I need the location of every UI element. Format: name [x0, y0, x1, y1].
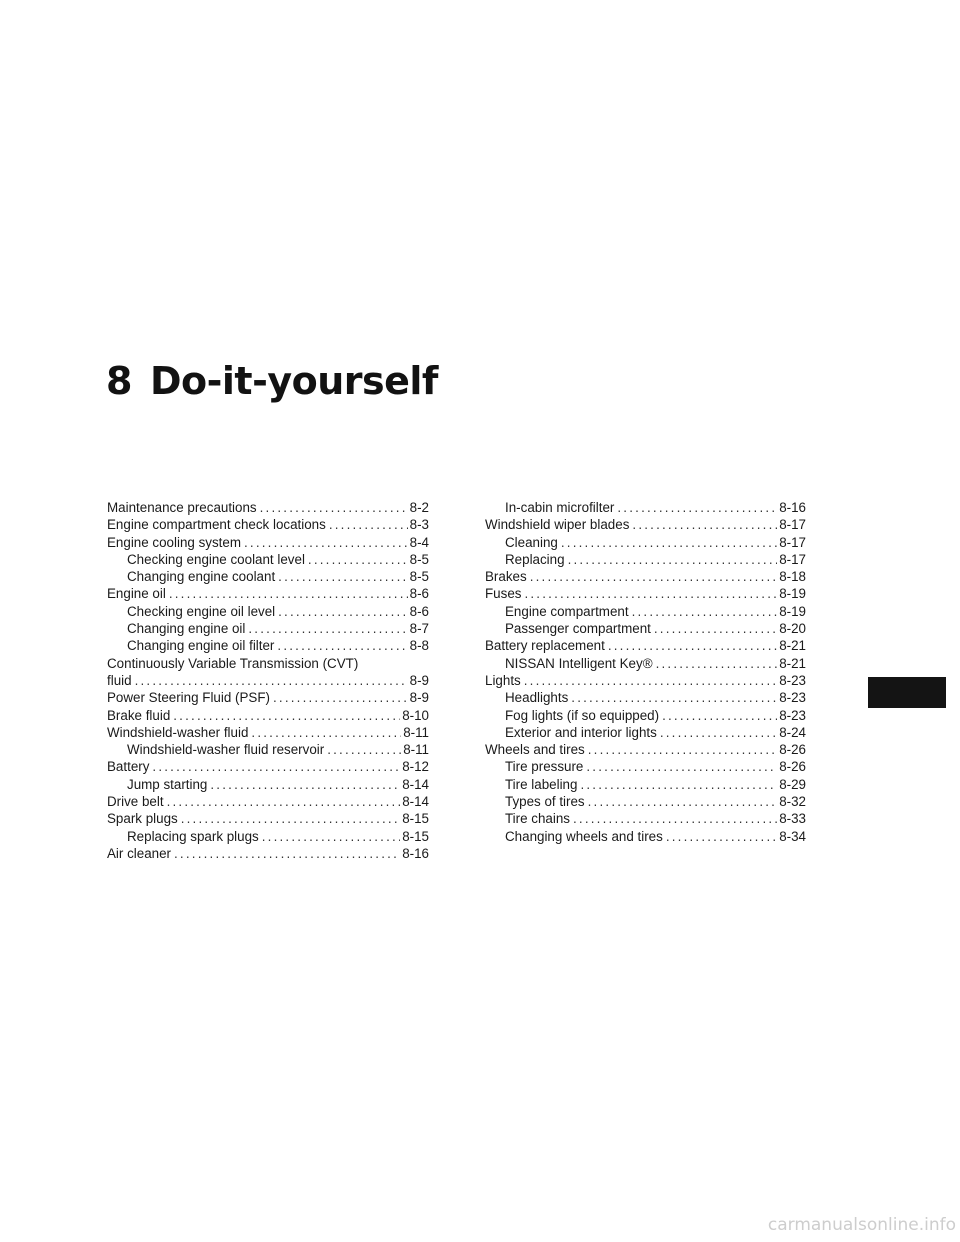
- toc-entry-page: 8-23: [779, 672, 806, 688]
- toc-entry-drive-belt[interactable]: [107, 793, 429, 810]
- toc-entry-page: 8-3: [409, 517, 429, 533]
- toc-entry-label: Checking engine coolant level: [127, 551, 305, 567]
- toc-entry-page: 8-9: [409, 672, 429, 688]
- toc-entry-label: Changing wheels and tires: [505, 828, 663, 844]
- dot-leader: [530, 568, 778, 585]
- toc-entry-page: 8-17: [779, 517, 806, 533]
- toc-entry-label: Exterior and interior lights: [505, 724, 657, 740]
- toc-entry-engine-compartment-check-locations[interactable]: [107, 516, 429, 533]
- chapter-name: Do-it-yourself: [149, 359, 438, 403]
- dot-leader: [248, 620, 407, 637]
- toc-entry-label: Engine compartment: [505, 603, 629, 619]
- toc-entry-in-cabin-microfilter[interactable]: [485, 499, 806, 516]
- toc-entry-label: Battery: [107, 759, 150, 775]
- toc-entry-page: 8-19: [779, 603, 806, 619]
- toc-entry-page: 8-6: [409, 603, 429, 619]
- toc-entry-passenger-compartment[interactable]: [485, 620, 806, 637]
- toc-entry-label: Changing engine coolant: [127, 569, 276, 585]
- toc-entry-page: 8-16: [779, 500, 806, 515]
- toc-entry-jump-starting[interactable]: [107, 776, 429, 793]
- toc-entry-label: Drive belt: [107, 794, 164, 810]
- toc-entry-label: Cleaning: [505, 534, 558, 550]
- toc-entry-label: Air cleaner: [107, 845, 172, 861]
- dot-leader: [173, 707, 400, 724]
- dot-leader: [580, 776, 777, 793]
- dot-leader: [244, 534, 408, 551]
- toc-entry-label: Tire chains: [505, 811, 570, 827]
- toc-entry-page: 8-11: [403, 742, 429, 758]
- dot-leader: [573, 810, 777, 827]
- toc-entry-changing-wheels-and-tires[interactable]: [485, 828, 806, 845]
- toc-entry-label: Tire pressure: [505, 759, 584, 775]
- toc-entry-label: Engine oil: [107, 586, 166, 602]
- toc-entry-engine-cooling-system[interactable]: [107, 534, 429, 551]
- toc-entry-battery[interactable]: [107, 758, 429, 775]
- toc-entry-page: 8-34: [779, 828, 806, 844]
- toc-entry-brake-fluid[interactable]: [107, 707, 429, 724]
- toc-entry-changing-engine-coolant[interactable]: [107, 568, 429, 585]
- toc-entry-label: Power Steering Fluid (PSF): [107, 690, 270, 706]
- toc-entry-page: 8-10: [402, 707, 429, 723]
- toc-entry-page: 8-15: [402, 828, 429, 844]
- toc-entry-label: Headlights: [505, 690, 569, 706]
- dot-leader: [617, 499, 777, 516]
- toc-entry-page: 8-11: [403, 724, 429, 740]
- toc-entry-page: 8-17: [779, 551, 806, 567]
- toc-entry-fuses[interactable]: [485, 585, 806, 602]
- toc-entry-windshield-wiper-blades[interactable]: [485, 516, 806, 533]
- toc-entry-page: 8-12: [402, 759, 429, 775]
- dot-leader: [524, 672, 777, 689]
- toc-entry-page: 8-2: [409, 500, 429, 515]
- dot-leader: [588, 741, 777, 758]
- toc-entry-spark-plugs[interactable]: [107, 810, 429, 827]
- toc-entry-engine-oil[interactable]: [107, 585, 429, 602]
- toc-entry-page: 8-17: [779, 534, 806, 550]
- toc-entry-replacing-spark-plugs[interactable]: [107, 828, 429, 845]
- toc-entry-page: 8-23: [779, 707, 806, 723]
- toc-entry-label: Brakes: [485, 569, 527, 585]
- dot-leader: [167, 793, 401, 810]
- toc-entry-page: 8-21: [779, 655, 806, 671]
- toc-entry-label: Brake fluid: [107, 707, 171, 723]
- toc-entry-page: 8-26: [779, 759, 806, 775]
- toc-entry-engine-compartment[interactable]: [485, 603, 806, 620]
- toc-entry-continuously-variable-transmission-cvt[interactable]: [107, 655, 429, 690]
- dot-leader: [588, 793, 778, 810]
- dot-leader: [174, 845, 400, 862]
- dot-leader: [327, 741, 401, 758]
- toc-entry-label: In-cabin microfilter: [505, 500, 615, 515]
- dot-leader: [656, 655, 778, 672]
- chapter-number: 8: [106, 359, 132, 403]
- toc-entry-exterior-and-interior-lights[interactable]: [485, 724, 806, 741]
- toc-entry-wheels-and-tires[interactable]: [485, 741, 806, 758]
- toc-entry-label: Replacing spark plugs: [127, 828, 259, 844]
- toc-entry-label: Wheels and tires: [485, 742, 585, 758]
- toc-right-column: [485, 499, 806, 845]
- dot-leader: [260, 499, 408, 516]
- toc-entry-types-of-tires[interactable]: [485, 793, 806, 810]
- toc-entry-checking-engine-oil-level[interactable]: [107, 603, 429, 620]
- dot-leader: [251, 724, 401, 741]
- toc-entry-label: Windshield-washer fluid: [107, 724, 249, 740]
- dot-leader: [561, 534, 777, 551]
- dot-leader: [308, 551, 408, 568]
- toc-entry-label: Types of tires: [505, 794, 585, 810]
- toc-entry-label: Tire labeling: [505, 776, 578, 792]
- toc-entry-label: Changing engine oil: [127, 621, 246, 637]
- toc-entry-windshield-washer-fluid[interactable]: [107, 724, 429, 741]
- toc-entry-label: Changing engine oil filter: [127, 638, 275, 654]
- toc-entry-page: 8-8: [409, 638, 429, 654]
- toc-entry-page: 8-23: [779, 690, 806, 706]
- toc-entry-label: Lights: [485, 672, 521, 688]
- dot-leader: [654, 620, 777, 637]
- toc-entry-label: Engine compartment check locations: [107, 517, 326, 533]
- toc-entry-lights[interactable]: [485, 672, 806, 689]
- dot-leader: [608, 637, 777, 654]
- toc-entry-page: 8-21: [779, 638, 806, 654]
- toc-entry-changing-engine-oil-filter[interactable]: [107, 637, 429, 654]
- dot-leader: [278, 568, 407, 585]
- toc-entry-page: 8-20: [779, 621, 806, 637]
- toc-entry-page: 8-9: [409, 690, 429, 706]
- toc-entry-page: 8-33: [779, 811, 806, 827]
- toc-entry-replacing[interactable]: [485, 551, 806, 568]
- toc-entry-tire-pressure[interactable]: [485, 758, 806, 775]
- toc-entry-brakes[interactable]: [485, 568, 806, 585]
- toc-entry-label: Windshield-washer fluid reservoir: [127, 742, 325, 758]
- dot-leader: [210, 776, 400, 793]
- toc-entry-tire-labeling[interactable]: [485, 776, 806, 793]
- dot-leader: [329, 516, 408, 533]
- toc-entry-air-cleaner[interactable]: [107, 845, 429, 862]
- toc-left-column: [107, 499, 429, 862]
- dot-leader: [571, 689, 777, 706]
- dot-leader: [152, 758, 400, 775]
- dot-leader: [586, 758, 777, 775]
- toc-entry-label: Fog lights (if so equipped): [505, 707, 660, 723]
- toc-entry-page: 8-15: [402, 811, 429, 827]
- toc-entry-headlights[interactable]: [485, 689, 806, 706]
- toc-entry-checking-engine-coolant-level[interactable]: [107, 551, 429, 568]
- toc-entry-page: 8-24: [779, 724, 806, 740]
- toc-entry-label: Engine cooling system: [107, 534, 241, 550]
- toc-entry-page: 8-4: [409, 534, 429, 550]
- toc-entry-page: 8-14: [402, 794, 429, 810]
- toc-entry-label-continued: fluid: [107, 672, 132, 688]
- dot-leader: [632, 603, 778, 620]
- toc-entry-label: Maintenance precautions: [107, 500, 257, 515]
- dot-leader: [660, 724, 777, 741]
- toc-entry-label: Fuses: [485, 586, 522, 602]
- dot-leader: [181, 810, 400, 827]
- toc-entry-changing-engine-oil[interactable]: [107, 620, 429, 637]
- toc-entry-label: Battery replacement: [485, 638, 605, 654]
- watermark: carmanualsonline.info: [767, 1215, 956, 1235]
- toc-entry-nissan-intelligent-key[interactable]: [485, 655, 806, 672]
- toc-entry-label: Spark plugs: [107, 811, 178, 827]
- dot-leader: [262, 828, 400, 845]
- toc-entry-label: Passenger compartment: [505, 621, 651, 637]
- dot-leader: [666, 828, 777, 845]
- chapter-tab: [868, 677, 946, 708]
- toc-entry-maintenance-precautions[interactable]: [107, 499, 429, 516]
- toc-entry-page: 8-26: [779, 742, 806, 758]
- toc-entry-label: Jump starting: [127, 776, 208, 792]
- toc-entry-page: 8-6: [409, 586, 429, 602]
- toc-entry-page: 8-16: [402, 845, 429, 861]
- toc-entry-page: 8-5: [409, 551, 429, 567]
- toc-entry-tire-chains[interactable]: [485, 810, 806, 827]
- toc-entry-page: 8-19: [779, 586, 806, 602]
- dot-leader: [273, 689, 408, 706]
- toc-entry-page: 8-7: [409, 621, 429, 637]
- toc-entry-label: Continuously Variable Transmission (CVT): [107, 655, 359, 671]
- toc-entry-page: 8-18: [779, 569, 806, 585]
- dot-leader: [135, 672, 408, 689]
- toc-entry-power-steering-fluid-psf[interactable]: [107, 689, 429, 706]
- toc-entry-page: 8-32: [779, 794, 806, 810]
- toc-entry-page: 8-5: [409, 569, 429, 585]
- dot-leader: [278, 603, 408, 620]
- toc-entry-label: Replacing: [505, 551, 565, 567]
- dot-leader: [169, 585, 408, 602]
- dot-leader: [662, 707, 777, 724]
- toc-entry-cleaning[interactable]: [485, 534, 806, 551]
- dot-leader: [524, 585, 777, 602]
- toc-entry-battery-replacement[interactable]: [485, 637, 806, 654]
- toc-entry-page: 8-14: [402, 776, 429, 792]
- toc-entry-label: Windshield wiper blades: [485, 517, 630, 533]
- toc-entry-label: Checking engine oil level: [127, 603, 276, 619]
- dot-leader: [568, 551, 778, 568]
- dot-leader: [632, 516, 777, 533]
- chapter-title: [106, 356, 438, 406]
- toc-entry-windshield-washer-fluid-reservoir[interactable]: [107, 741, 429, 758]
- toc-entry-fog-lights-if-so-equipped[interactable]: [485, 707, 806, 724]
- toc-entry-label: NISSAN Intelligent Key®: [505, 655, 653, 671]
- toc-entry-page: 8-29: [779, 776, 806, 792]
- dot-leader: [277, 637, 407, 654]
